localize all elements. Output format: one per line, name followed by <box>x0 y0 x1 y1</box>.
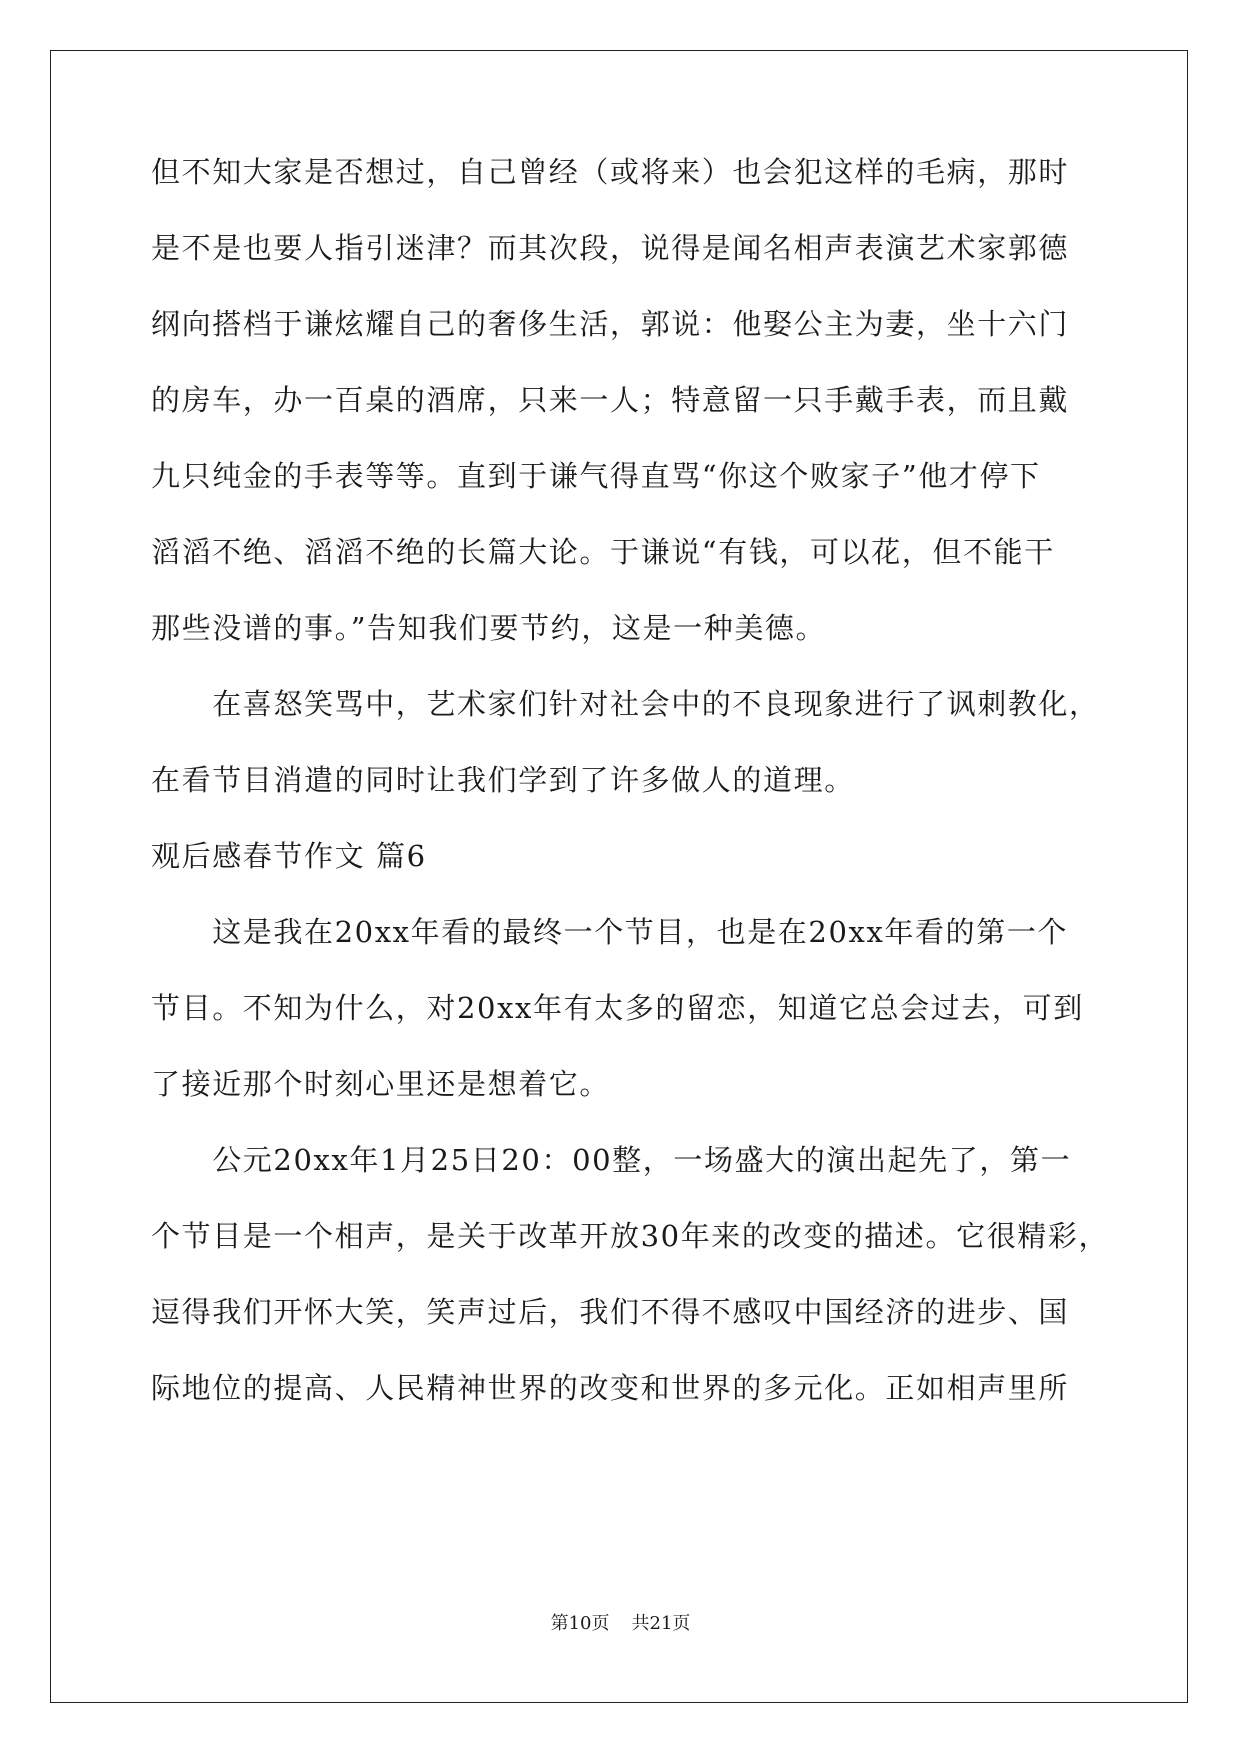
body-line: 在看节目消遣的同时让我们学到了许多做人的道理。 <box>151 763 855 797</box>
body-line: 那些没谱的事。”告知我们要节约，这是一种美德。 <box>151 611 827 645</box>
section-heading: 观后感春节作文 篇6 <box>151 839 427 873</box>
page-footer <box>0 1612 1241 1636</box>
body-line: 公元20xx年1月25日20：00整，一场盛大的演出起先了，第一 <box>151 1143 1072 1177</box>
page-total: 共21页 <box>631 1613 691 1634</box>
body-line: 滔滔不绝、滔滔不绝的长篇大论。于谦说“有钱，可以花，但不能干 <box>151 535 1055 569</box>
body-line: 在喜怒笑骂中，艺术家们针对社会中的不良现象进行了讽刺教化， <box>151 687 1100 721</box>
body-line: 但不知大家是否想过，自己曾经（或将来）也会犯这样的毛病，那时 <box>151 155 1070 189</box>
body-line: 逗得我们开怀大笑，笑声过后，我们不得不感叹中国经济的进步、国 <box>151 1295 1070 1329</box>
body-line: 的房车，办一百桌的酒席，只来一人；特意留一只手戴手表，而且戴 <box>151 383 1070 417</box>
body-line: 了接近那个时刻心里还是想着它。 <box>151 1067 611 1101</box>
body-line: 这是我在20xx年看的最终一个节目，也是在20xx年看的第一个 <box>151 915 1069 949</box>
body-line: 际地位的提高、人民精神世界的改变和世界的多元化。正如相声里所 <box>151 1371 1070 1405</box>
body-line: 个节目是一个相声，是关于改革开放30年来的改变的描述。它很精彩， <box>151 1219 1110 1253</box>
body-line: 九只纯金的手表等等。直到于谦气得直骂“你这个败家子”他才停下 <box>151 459 1041 493</box>
page-border <box>50 50 1188 1703</box>
body-line: 节目。不知为什么，对20xx年有太多的留恋，知道它总会过去，可到 <box>151 991 1084 1025</box>
body-line: 纲向搭档于谦炫耀自己的奢侈生活，郭说：他娶公主为妻，坐十六门 <box>151 307 1070 341</box>
body-line: 是不是也要人指引迷津？而其次段，说得是闻名相声表演艺术家郭德 <box>151 231 1070 265</box>
page-number: 第10页 <box>550 1613 610 1634</box>
